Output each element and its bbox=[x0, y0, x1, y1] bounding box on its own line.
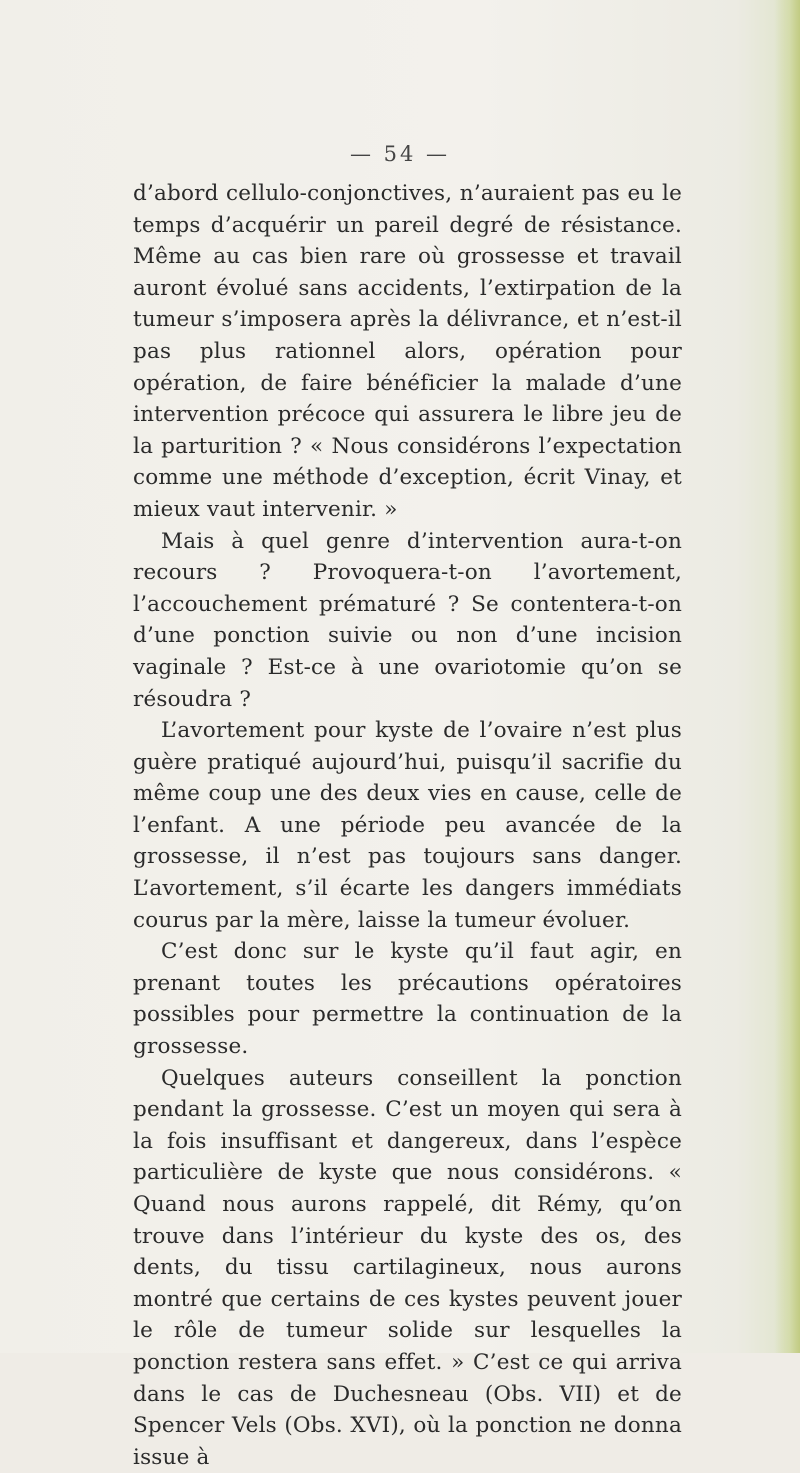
paragraph-1: d’abord cellulo-conjonctives, n’auraient pas eu le temps d’acquérir un pareil degré de résistance. Même au cas bien rare où grossesse et travail auront évolué sans accidents, l’extirpation de la tumeur s’imposera après la délivrance, et n’est-il pas plus rationnel alors, opération pour opération, de faire bénéficier la malade d’une intervention précoce qui assurera le libre jeu de la parturition ? « Nous considérons l’expectation comme une méthode d’exception, écrit Vinay, et mieux vaut intervenir. » bbox=[133, 181, 682, 522]
paragraph-2: Mais à quel genre d’intervention aura-t-on recours ? Provoquera-t-on l’avortement, l’accouchement prématuré ? Se contentera-t-on d’une ponction suivie ou non d’une incision vaginale ? Est-ce à une ovariotomie qu’on se résoudra ? bbox=[133, 528, 682, 712]
paragraph-4: C’est donc sur le kyste qu’il faut agir, en prenant toutes les précautions opératoires possibles pour permettre la continuation de la grossesse. bbox=[133, 939, 682, 1060]
paragraph-5: Quelques auteurs conseillent la ponction pendant la grossesse. C’est un moyen qui sera à la fois insuffisant et dangereux, dans l’espèce particulière de kyste que nous considérons. « Quand nous aurons rappelé, dit Rémy, qu’on trouve dans l’intérieur du kyste des os, des dents, du tissu cartilagineux, nous aurons montré que certains de ces kystes peuvent jouer le rôle de tumeur solide sur lesquelles la ponction restera sans effet. » C’est ce qui arriva dans le cas de Duchesneau (Obs. VII) et de Spencer Vels (Obs. XVI), où la ponction ne donna issue à bbox=[133, 1065, 682, 1470]
page-number: — 54 — bbox=[349, 142, 451, 166]
paragraph-3: L’avortement pour kyste de l’ovaire n’est plus guère pratiqué aujourd’hui, puisqu’il sacrifie du même coup une des deux vies en cause, celle de l’enfant. A une période peu avancée de la grossesse, il n’est pas toujours sans danger. L’avortement, s’il écarte les dangers immédiats courus par la mère, laisse la tumeur évoluer. bbox=[133, 718, 682, 933]
body-text bbox=[133, 178, 682, 1473]
page-edge-shadow bbox=[774, 0, 800, 1353]
